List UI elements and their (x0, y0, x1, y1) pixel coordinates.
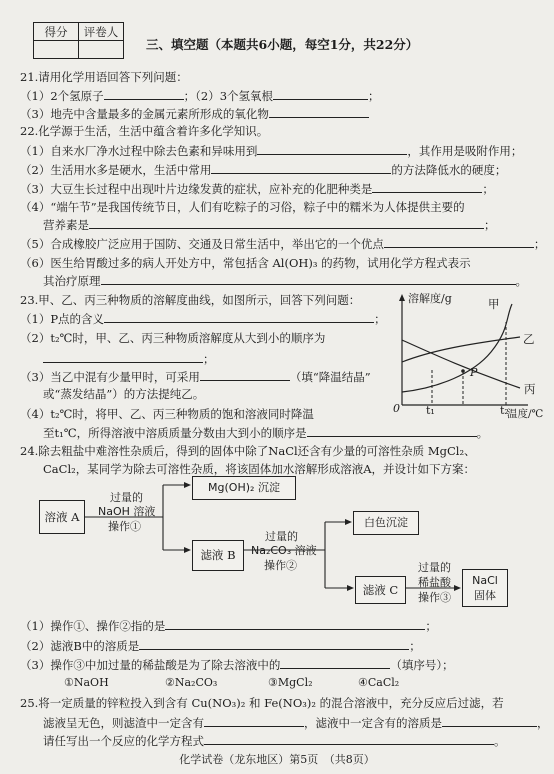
chart-point-label: P (470, 366, 478, 379)
option-4: ④CaCl₂ (358, 676, 400, 689)
chart-label-bing: 丙 (524, 382, 536, 396)
answer-blank[interactable] (104, 88, 184, 100)
q24-stem2: CaCl₂，某同学为除去可溶性杂质，将该固体加水溶解形成溶液A，并设计如下方案： (43, 462, 476, 476)
grader-label: 评卷人 (79, 23, 124, 41)
chart-t1: t₁ (426, 404, 435, 417)
q22-part3: （3）大豆生长过程中出现叶片边缘发黄的症状，应补充的化肥种类是 ； (20, 182, 494, 196)
q22-part5: （5）合成橡胶广泛应用于国防、交通及日常生活中，举出它的一个优点 ； (20, 237, 546, 251)
answer-blank[interactable] (273, 88, 368, 100)
q21-stem: 21.请用化学用语回答下列问题： (20, 70, 188, 84)
option-1: ①NaOH (64, 676, 109, 689)
q22-part4: （4）“端午节”是我国传统节日，人们有吃粽子的习俗，粽子中的糯米为人体提供主要的 (20, 200, 465, 214)
y-axis-arrow (399, 294, 405, 301)
chart-xlabel: 温度/℃ (507, 408, 544, 420)
chart-t2: t₂ (500, 404, 509, 417)
answer-blank[interactable] (200, 369, 290, 381)
filtrate-c-box: 滤液 C (355, 576, 406, 604)
answer-blank[interactable] (257, 143, 407, 155)
nacl-solid-box: NaCl 固体 (462, 569, 508, 607)
score-table (33, 22, 124, 59)
q23-part4b: 至t₁℃，所得溶液中溶质质量分数由大到小的顺序是 。 (43, 426, 489, 440)
chart-origin: 0 (393, 402, 400, 415)
step1-line2: NaOH 溶液 (98, 505, 156, 518)
answer-blank[interactable] (139, 638, 409, 650)
chart-label-jia: 甲 (488, 297, 500, 311)
q22-stem: 22.化学源于生活，生活中蕴含着许多化学知识。 (20, 124, 269, 138)
q24-answer2: （2）滤液B中的溶质是 ； (20, 639, 421, 653)
curve-yi (402, 337, 520, 362)
step2-line1: 过量的 (265, 530, 298, 543)
q23-part2: （2）t₂℃时，甲、乙、丙三种物质溶解度从大到小的顺序为 (20, 331, 326, 345)
answer-blank[interactable] (101, 273, 516, 285)
q23-part2b: ； (43, 351, 215, 366)
step1-line3: 操作① (108, 520, 141, 533)
solution-a-box: 溶液 A (39, 500, 85, 534)
q23-part3b: 或“蒸发结晶”）的方法提纯乙。 (43, 387, 205, 401)
answer-blank[interactable] (104, 311, 374, 323)
q23-stem: 23.甲、乙、丙三种物质的溶解度曲线，如图所示，回答下列问题： (20, 293, 361, 307)
answer-blank[interactable] (372, 181, 482, 193)
q22-part1: （1）自来水厂净水过程中除去色素和异味用到 ，其作用是吸附作用； (20, 144, 523, 158)
solubility-chart (388, 292, 538, 422)
answer-blank[interactable] (384, 236, 534, 248)
step2-line2: Na₂CO₃ 溶液 (251, 544, 317, 557)
page-footer: 化学试卷（龙东地区）第5页 （共8页） (179, 753, 375, 766)
step2-line3: 操作② (264, 559, 297, 572)
q22-part6b: 其治疗原理 。 (43, 274, 527, 288)
score-label: 得分 (34, 23, 79, 41)
answer-blank[interactable] (442, 715, 537, 727)
answer-blank[interactable] (211, 162, 391, 174)
q22-part2: （2）生活用水多是硬水，生活中常用 的方法降低水的硬度； (20, 163, 507, 177)
step3-line2: 稀盐酸 (418, 576, 451, 589)
step1-line1: 过量的 (110, 491, 143, 504)
chart-label-yi: 乙 (523, 332, 535, 346)
q21-part1: （1）2个氢原子 ；（2）3个氢氧根 ； (20, 89, 380, 103)
q23-part3: （3）当乙中混有少量甲时，可采用 （填“降温结晶” (20, 370, 371, 384)
score-cell[interactable] (34, 41, 79, 59)
option-3: ③MgCl₂ (268, 676, 313, 689)
mgoh2-precipitate-box: Mg(OH)₂ 沉淀 (192, 476, 296, 500)
section-title: 三、填空题（本题共6小题，每空1分，共22分） (146, 37, 419, 52)
white-precipitate-box: 白色沉淀 (353, 511, 419, 535)
q21-part3: （3）地壳中含量最多的金属元素所形成的氧化物 (20, 106, 369, 121)
grader-cell[interactable] (79, 41, 124, 59)
answer-blank[interactable] (204, 733, 494, 745)
answer-blank[interactable] (89, 217, 484, 229)
answer-blank[interactable] (307, 425, 477, 437)
q25-line2: 滤液呈无色，则滤渣中一定含有 ，滤液中一定含有的溶质是 ， (43, 716, 549, 730)
answer-blank[interactable] (204, 715, 304, 727)
curve-bing (402, 340, 520, 388)
chart-ylabel: 溶解度/g (408, 292, 452, 305)
q23-part4: （4）t₂℃时，将甲、乙、丙三种物质的饱和溶液同时降温 (20, 407, 314, 421)
option-2: ②Na₂CO₃ (165, 676, 218, 689)
answer-blank[interactable] (43, 351, 203, 363)
answer-blank[interactable] (280, 657, 390, 669)
q23-part1: （1）P点的含义 ； (20, 312, 386, 326)
step3-line3: 操作③ (418, 591, 451, 604)
q25-line3: 请任写出一个反应的化学方程式 。 (43, 734, 506, 748)
answer-blank[interactable] (269, 106, 369, 118)
q24-answer3: （3）操作③中加过量的稀盐酸是为了除去溶液中的 （填序号）； (20, 658, 454, 672)
q22-part4b: 营养素是 ； (43, 218, 496, 232)
q24-stem1: 24.除去粗盐中难溶性杂质后，得到的固体中除了NaCl还含有少量的可溶性杂质 MgCl₂、 (20, 444, 476, 458)
answer-blank[interactable] (165, 618, 425, 630)
point-p (461, 369, 465, 373)
step3-line1: 过量的 (418, 561, 451, 574)
q24-answer1: （1）操作①、操作②指的是 ； (20, 619, 437, 633)
q25-line1: 25.将一定质量的锌粒投入到含有 Cu(NO₃)₂ 和 Fe(NO₃)₂ 的混合溶液中，充分反应后过滤，若 (20, 696, 504, 710)
q22-part6: （6）医生给胃酸过多的病人开处方中，常包括含 Al(OH)₃ 的药物，试用化学方程式表示 (20, 256, 471, 270)
filtrate-b-box: 滤液 B (192, 540, 244, 571)
